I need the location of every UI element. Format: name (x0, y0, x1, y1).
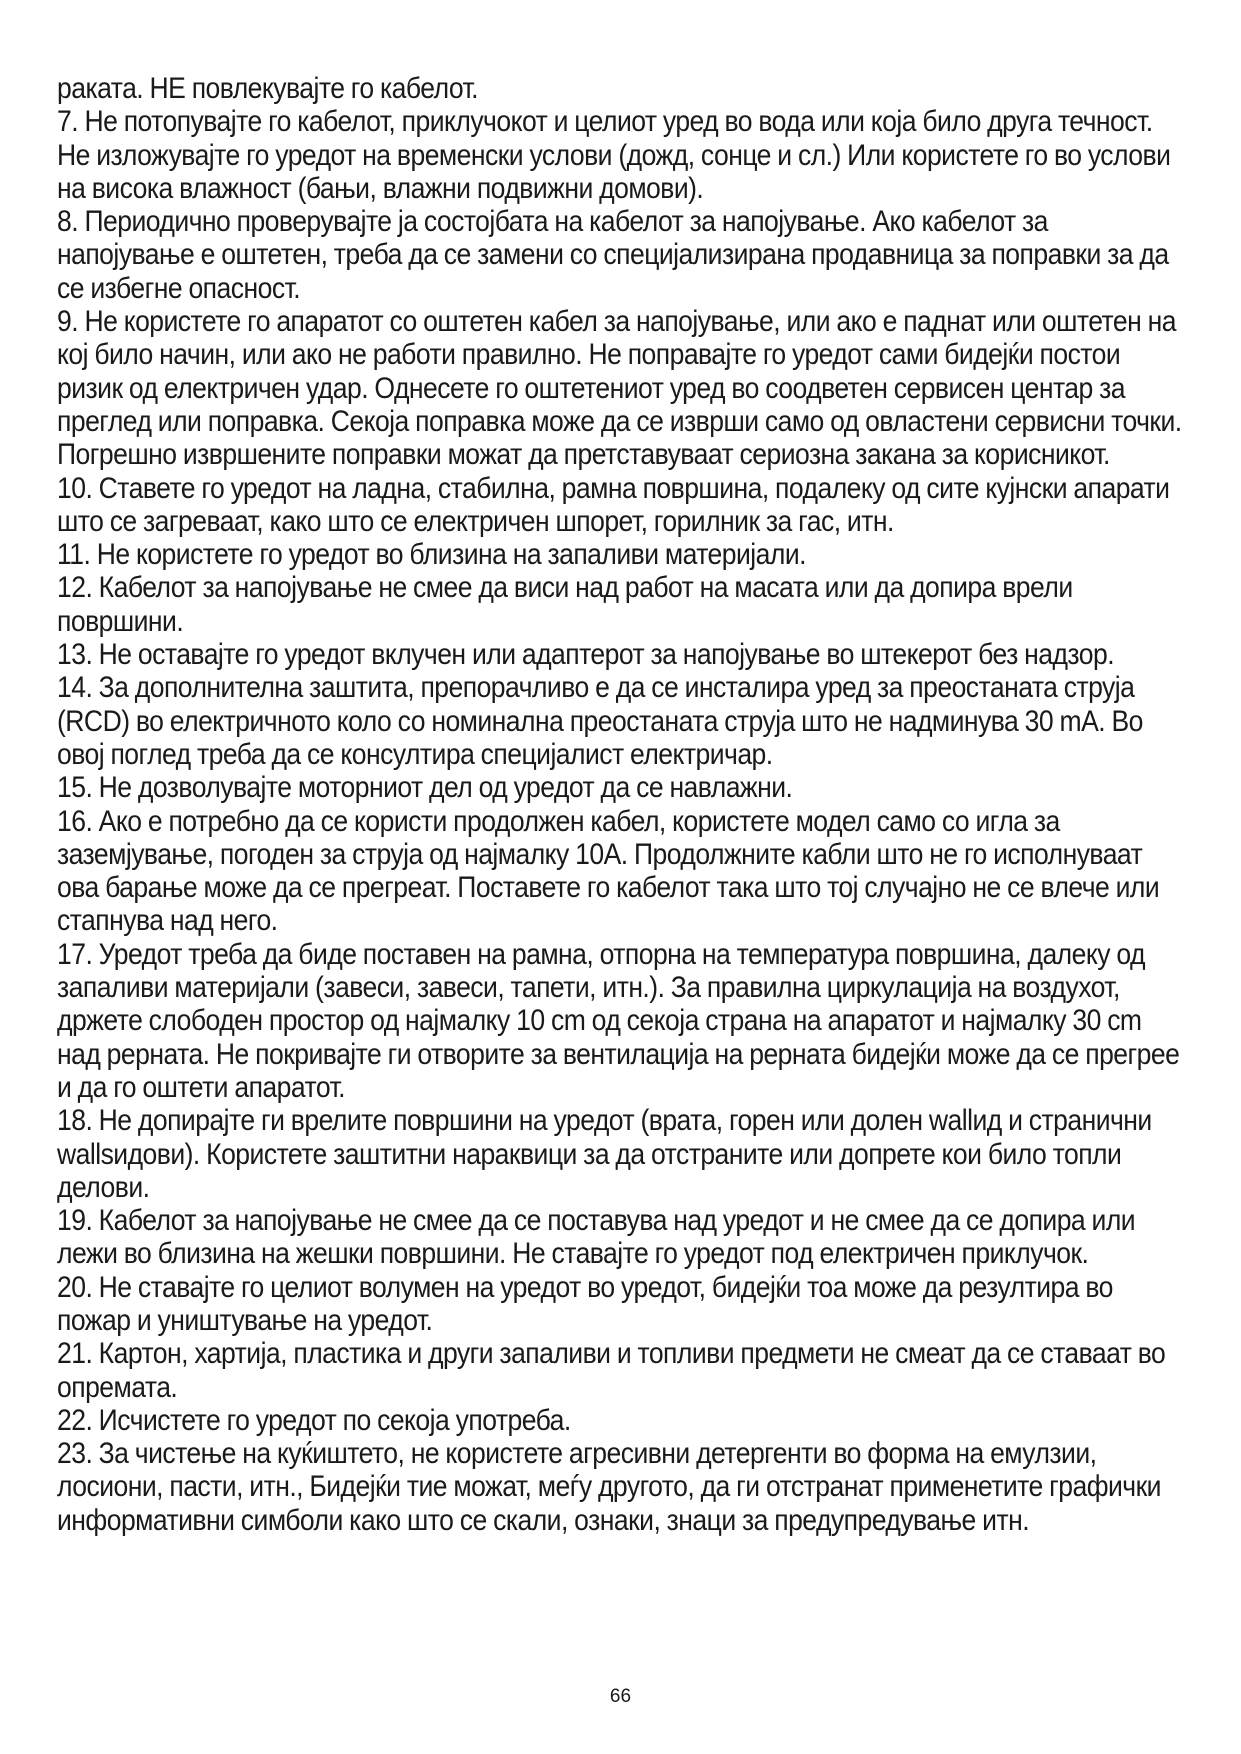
paragraph-item-21: 21. Картон, хартија, пластика и други запаливи и топливи предмети не смеат да се ставаат во опремата. (57, 1337, 1166, 1404)
paragraph-item-14: 14. За дополнителна заштита, препорачливо е да се инсталира уред за преостаната струја (RCD) во електричното коло со номинална преостаната струја што не надминува 30 mA. Во овој поглед треба да се консултира специјалист електричар. (57, 671, 1143, 771)
paragraph-item-12: 12. Кабелот за напојување не смее да виси над работ на масата или да допира врели површини. (57, 571, 1073, 638)
paragraph-item-22: 22. Исчистете го уредот по секоја употреба. (57, 1403, 571, 1437)
paragraph-item-20: 20. Не ставајте го целиот волумен на уредот во уредот, бидејќи тоа може да резултира во пожар и уништување на уредот. (57, 1270, 1113, 1337)
paragraph-item-10: 10. Ставете го уредот на ладна, стабилна, рамна површина, подалеку од сите кујнски апарати што се загреваат, како што се електричен шпорет, горилник за гас, итн. (57, 471, 1170, 538)
paragraph-item-9: 9. Не користете го апаратот со оштетен кабел за напојување, или ако е паднат или оштетен на кој било начин, или ако не работи правилно. Не поправајте го уредот сами бидејќи постои ризик од електричен удар. Однесете го оштетениот уред во соодветен сервисен центар за преглед или поправка. Секоја поправка може да се изврши само од овластени сервисни точки. Погрешно извршените поправки можат да претставуваат сериозна закана за корисникот. (57, 305, 1182, 472)
paragraph-item-13: 13. Не оставајте го уредот вклучен или адаптерот за напојување во штекерот без надзор. (57, 638, 1115, 672)
paragraph-item-17: 17. Уредот треба да биде поставен на рамна, отпорна на температура површина, далеку од запаливи материјали (завеси, завеси, тапети, итн.). За правилна циркулација на воздухот, држете слободен простор од најмалку 10 cm од секоја страна на апаратот и најмалку 30 cm над рерната. Не покривајте ги отворите за вентилација на рерната бидејќи може да се прегрее и да го оштети апаратот. (57, 937, 1180, 1104)
paragraph-item-8: 8. Периодично проверувајте ја состојбата на кабелот за напојување. Ако кабелот за напојување е оштетен, треба да се замени со специјализирана продавница за поправки за да се избегне опасност. (57, 205, 1169, 305)
paragraph-item-19: 19. Кабелот за напојување не смее да се поставува над уредот и не смее да се допира или лежи во близина на жешки површини. Не ставајте го уредот под електричен приклучок. (57, 1204, 1136, 1271)
paragraph-item-16: 16. Ако е потребно да се користи продолжен кабел, користете модел само со игла за заземјување, погоден за струја од најмалку 10A. Продолжните кабли што не го исполнуваат ова барање може да се прегреат. Поставете го кабелот така што тој случајно не се влече или стапнува над него. (57, 804, 1160, 938)
instructions-text (57, 72, 1187, 1537)
page-number: 66 (609, 1686, 632, 1707)
paragraph-item-18: 18. Не допирајте ги врелите површини на уредот (врата, горен или долен wallид и странични wallsидови). Користете заштитни нараквици за да отстраните или допрете кои било топли делови. (57, 1104, 1152, 1204)
paragraph-item-7: 7. Не потопувајте го кабелот, приклучокот и целиот уред во вода или која било друга течност. Не изложувајте го уредот на временски услови (дожд, сонце и сл.) Или користете го во услови на висока влажност (бањи, влажни подвижни домови). (57, 105, 1171, 205)
paragraph-item-11: 11. Не користете го уредот во близина на запаливи материјали. (57, 538, 806, 572)
paragraph-continuation: раката. НЕ повлекувајте го кабелот. (57, 72, 478, 105)
paragraph-item-23: 23. За чистење на куќиштето, не користете агресивни детергенти во форма на емулзии, лосиони, пасти, итн., Бидејќи тие можат, меѓу другото, да ги отстранат применетите графички информативни симболи како што се скали, ознаки, знаци за предупредување итн. (57, 1437, 1161, 1537)
paragraph-item-15: 15. Не дозволувајте моторниот дел од уредот да се навлажни. (57, 771, 793, 805)
